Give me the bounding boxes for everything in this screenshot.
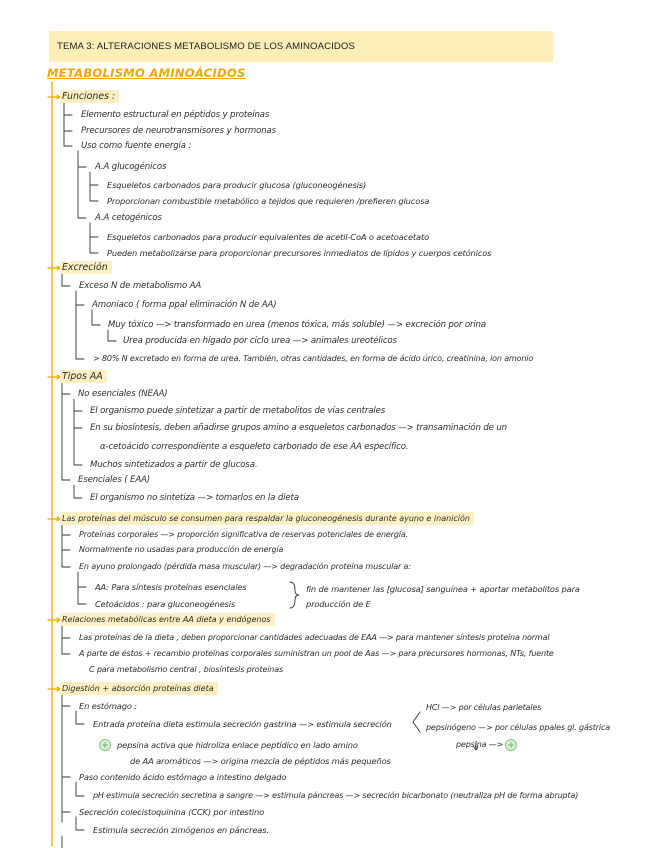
- list-item: Amoniaco ( forma ppal eliminación N de AA): [92, 300, 277, 310]
- list-item: pepsinógeno —> por células ppales gl. gástrica: [426, 723, 610, 732]
- list-item: En ayuno prolongado (pérdida masa muscular) —> degradación proteína muscular a:: [79, 562, 411, 571]
- list-item: pepsina activa que hidroliza enlace peptídico en lado amino: [117, 740, 358, 750]
- list-item: Muchos sintetizados a partir de glucosa.: [90, 460, 258, 470]
- section-tipos-aa: Tipos AA: [60, 370, 107, 383]
- list-item: Esqueletos carbonados para producir glucosa (gluconeogénesis): [107, 180, 367, 190]
- list-item: α-cetoácido correspondiente a esqueleto carbonado de ese AA específico.: [100, 442, 409, 452]
- list-item: Esqueletos carbonados para producir equivalentes de acetil-CoA o acetoacetato: [107, 232, 429, 242]
- list-item: Exceso N de metabolismo AA: [79, 281, 202, 291]
- list-item: Pueden metabolizarse para proporcionar precursores inmediatos de lípidos y cuerpos cetónicos: [107, 248, 492, 258]
- list-item: Paso contenido ácido estómago a intestino delgado: [79, 772, 287, 782]
- list-item: AA: Para síntesis proteínas esenciales: [95, 582, 247, 592]
- list-item: A.A cetogénicos: [95, 213, 162, 223]
- list-item: En su biosíntesis, deben añadirse grupos amino a esqueletos carbonados —> transaminación de un: [90, 423, 507, 433]
- list-item: Las proteínas de la dieta , deben proporcionar cantidades adecuadas de EAA —> para mantener síntesis proteína normal: [79, 633, 550, 642]
- section-digestion: Digestión + absorción proteínas dieta: [60, 682, 218, 695]
- list-item: Urea producida en hígado por ciclo urea —> animales ureotélicos: [123, 336, 397, 346]
- list-item: Estimula secreción zimógenos en páncreas.: [93, 825, 269, 835]
- list-item: fin de mantener las [glucosa] sanguínea + aportar metabolitos para: [306, 584, 580, 594]
- list-item: Precursores de neurotransmisores y hormonas: [81, 126, 276, 136]
- list-item: C para metabolismo central , biosíntesis proteínas: [89, 665, 283, 674]
- list-item: pepsina —>: [456, 740, 504, 749]
- list-item: El organismo puede sintetizar a partir de metabolitos de vías centrales: [90, 406, 386, 416]
- list-item: pH estimula secreción secretina a sangre —> estimula páncreas —> secreción bicarbonato (neutraliza pH de forma abrupta): [93, 791, 579, 800]
- list-item: Proporcionan combustible metabólico a tejidos que requieren /prefieren glucosa: [107, 196, 430, 206]
- section-proteinas-musculo: Las proteínas del músculo se consumen para respaldar la gluconeogénesis durante ayuno e inanición: [60, 512, 474, 525]
- list-item: Proteínas corporales —> proporción significativa de reservas potenciales de energía.: [79, 530, 408, 539]
- list-item: HCl —> por células parietales: [426, 703, 542, 712]
- section-funciones: Funciones :: [60, 90, 119, 103]
- document-header: TEMA 3: ALTERACIONES METABOLISMO DE LOS AMINOACIDOS: [49, 31, 553, 62]
- list-item: En estómago :: [79, 701, 137, 711]
- list-item: Esenciales ( EAA): [78, 475, 150, 485]
- list-item: Normalmente no usadas para producción de energía: [79, 545, 284, 554]
- list-item: producción de E: [306, 599, 371, 609]
- list-item: > 80% N excretado en forma de urea. También, otras cantidades, en forma de ácido úrico, creatinina, ion amonio: [93, 354, 534, 363]
- section-relaciones: Relaciones metabólicas entre AA dieta y endógenos: [60, 613, 275, 626]
- section-excrecion: Excreción: [60, 261, 112, 274]
- list-item: A parte de éstos + recambio proteínas corporales suministran un pool de Aas —> para precursores hormonas, NTs, fuente: [79, 649, 554, 658]
- list-item: El organismo no sintetiza —> tomarlos en la dieta: [90, 493, 299, 503]
- list-item: Elemento estructural en péptidos y proteínas: [81, 110, 270, 120]
- list-item: A.A glucogénicos: [95, 162, 167, 172]
- list-item: Muy tóxico —> transformado en urea (menos tóxica, más soluble) —> excreción por orina: [108, 320, 486, 330]
- list-item: Secreción colecistoquinina (CCK) por intestino: [79, 807, 264, 817]
- main-title: METABOLISMO AMINOÁCIDOS: [47, 66, 246, 80]
- list-item: Uso como fuente energía :: [81, 141, 192, 151]
- list-item: Cetoácidos : para gluconeogénesis: [95, 599, 236, 609]
- list-item: Entrada proteína dieta estimula secreción gastrina —> estimula secreción: [93, 719, 392, 729]
- list-item: No esenciales (NEAA): [78, 389, 168, 399]
- list-item: de AA aromáticos —> origina mezcla de péptidos más pequeños: [130, 756, 391, 766]
